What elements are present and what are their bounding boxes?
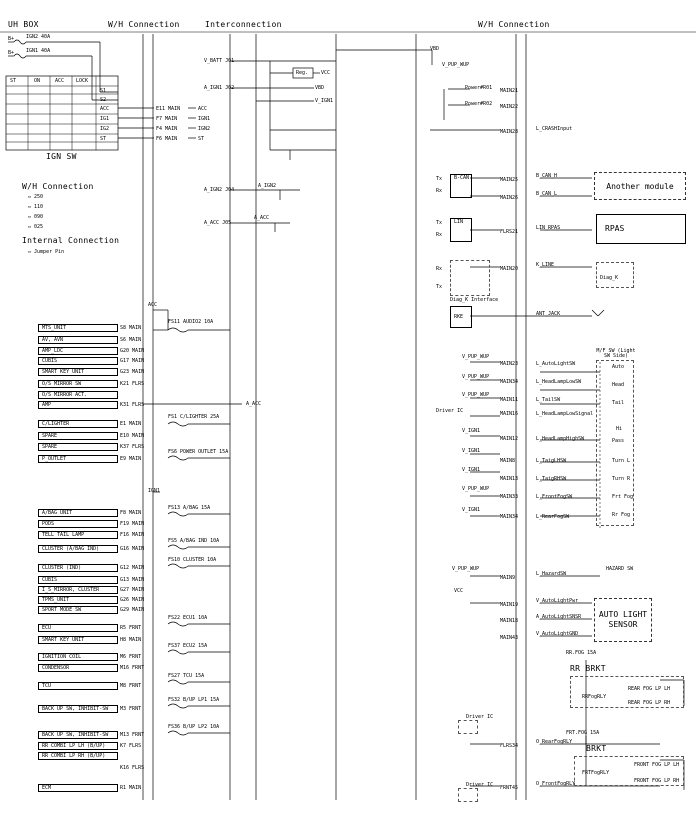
rpin-1: MAIN22 bbox=[500, 104, 519, 110]
inter-vbatt: V_BATT J01 bbox=[204, 58, 235, 64]
fuse-symbol bbox=[14, 54, 26, 58]
sw-frt-fog: Frt Fog bbox=[612, 494, 634, 500]
lin-box: LIN bbox=[450, 218, 472, 242]
rr-fog-rly: RRFogRLY bbox=[582, 694, 607, 700]
component-tcu: TCU bbox=[38, 682, 118, 690]
right-vbd: VBD bbox=[430, 46, 440, 52]
rpin-12: MAIN12 bbox=[500, 436, 519, 442]
pin-c-lighter: E1 MAIN bbox=[120, 421, 142, 427]
component-smart-key-2: SMART KEY UNIT bbox=[38, 636, 118, 644]
vbd-label: VBD bbox=[315, 85, 325, 91]
rsig-3: B_CAN_H bbox=[536, 173, 558, 179]
component-condensor: CONDENSOR bbox=[38, 664, 118, 672]
legend-internal-title: Internal Connection bbox=[22, 236, 120, 245]
pin-abag: F8 MAIN bbox=[120, 510, 142, 516]
component-mts-unit: MTS_UNIT bbox=[38, 324, 118, 332]
sw-rr-fog: Rr Fog bbox=[612, 512, 631, 518]
header-uh-box: UH BOX bbox=[8, 20, 39, 29]
vign1-b: V_IGN1 bbox=[462, 448, 481, 454]
rpin-19: MAIN18 bbox=[500, 618, 519, 624]
rpin-17: MAIN9 bbox=[500, 575, 516, 581]
ign-sw-label: IGN SW bbox=[46, 152, 77, 161]
component-spare-1: SPARE bbox=[38, 432, 118, 440]
out-acc-sig: ACC bbox=[198, 106, 208, 112]
pin-backup-sw-2: M13 FRNT bbox=[120, 732, 145, 738]
power-wire-1: Power#R01 bbox=[465, 85, 493, 91]
rpin-22: FRNT45 bbox=[500, 785, 519, 791]
component-backup-sw-1: BACK UP SW, INHIBIT-SW bbox=[38, 705, 118, 713]
out-ign1-sig: IGN1 bbox=[198, 116, 211, 122]
component-rr-combi-lh: RR COMBI LP LH (B/UP) bbox=[38, 742, 118, 750]
driver-ic-1: Driver IC bbox=[436, 408, 464, 414]
power-wire-2: Power#R02 bbox=[465, 101, 493, 107]
vpup-2: V_PUP_WUP bbox=[462, 374, 490, 380]
pin-tcu: M8 FRNT bbox=[120, 683, 142, 689]
out-ign2-sig: IGN2 bbox=[198, 126, 211, 132]
inter-aign1: A_IGN1 J02 bbox=[204, 85, 235, 91]
bcan-rx: Rx bbox=[436, 188, 443, 194]
fuse-fs13-label: FS13 A/BAG 15A bbox=[168, 505, 211, 511]
fuse-fs37-label: FS37 ECU2 15A bbox=[168, 643, 208, 649]
fuse-fs5-label: FS5 A/BAG IND 10A bbox=[168, 538, 220, 544]
rpin-20: MAIN43 bbox=[500, 635, 519, 641]
component-ecu: ECU bbox=[38, 624, 118, 632]
switch-col-st: ST bbox=[10, 78, 17, 84]
switch-row-st: ST bbox=[100, 136, 107, 142]
component-is-mirror: I_S_MIRROR, CLUSTER bbox=[38, 586, 118, 594]
fuse-fs36-label: FS36 B/UP LP2 10A bbox=[168, 724, 220, 730]
driver-ic-3: Driver IC bbox=[466, 782, 494, 788]
pin-ecu: R5 FRNT bbox=[120, 625, 142, 631]
pin-spare-1: E10 MAIN bbox=[120, 433, 145, 439]
fuse-fs6 bbox=[168, 456, 188, 460]
out-st-pin: F6 MAIN bbox=[156, 136, 178, 142]
sw-hi: Hi bbox=[616, 426, 623, 432]
component-cubis-2: CUBIS bbox=[38, 576, 118, 584]
vpup-4: V_PUP_WUP bbox=[462, 486, 490, 492]
pin-av: S6 MAIN bbox=[120, 337, 142, 343]
switch-col-acc: ACC bbox=[55, 78, 65, 84]
rr-fog-lamp-lh: REAR FOG LP LH bbox=[628, 686, 671, 692]
vpup-1: V_PUP_WUP bbox=[462, 354, 490, 360]
rsig-6: K_LINE bbox=[536, 262, 555, 268]
rsig-16: L_RearFogSW bbox=[536, 514, 570, 520]
rpin-15: MAIN33 bbox=[500, 494, 519, 500]
out-acc-pin: E11 MAIN bbox=[156, 106, 181, 112]
component-ignition-coil: IGNITION COIL bbox=[38, 653, 118, 661]
frt-fog-lamp-lh: FRONT FOG LP LH bbox=[634, 762, 680, 768]
fuse-fs22-label: FS22 ECU1 10A bbox=[168, 615, 208, 621]
auto-light-sensor: AUTO LIGHT SENSOR bbox=[594, 598, 652, 642]
pin-tell-tail: F16 MAIN bbox=[120, 532, 145, 538]
component-cubis: CUBIS bbox=[38, 357, 118, 365]
fuse-fs32-label: FS32 B/UP LP1 15A bbox=[168, 697, 220, 703]
bcan-box: B-CAN bbox=[450, 174, 472, 198]
component-av-avn: AV, AVN bbox=[38, 336, 118, 344]
pin-cubis-2: G13 MAIN bbox=[120, 577, 145, 583]
rsig-18: V_AutoLightPwr bbox=[536, 598, 579, 604]
rpin-21: FLRS34 bbox=[500, 743, 519, 749]
pin-spare-2: K37 FLRS bbox=[120, 444, 145, 450]
rsig-11: L_HeadLampLowSignal bbox=[536, 411, 594, 417]
pin-ecm: R1 MAIN bbox=[120, 785, 142, 791]
rsig-14: L_TaigRHSW bbox=[536, 476, 567, 482]
sw-turn-r: Turn R bbox=[612, 476, 631, 482]
rsig-10: L_TailSW bbox=[536, 397, 561, 403]
vcc-right: VCC bbox=[454, 588, 464, 594]
frt-fog-lamp-rh: FRONT FOG LP RH bbox=[634, 778, 680, 784]
rsig-17: L_HazardSW bbox=[536, 571, 567, 577]
rke-box: RKE bbox=[450, 306, 472, 328]
legend-title: W/H Connection bbox=[22, 182, 94, 191]
fuse-ign1-label: IGN1 40A bbox=[26, 48, 51, 54]
rpin-3: MAIN25 bbox=[500, 177, 519, 183]
vpup-3: V_PUP_WUP bbox=[462, 392, 490, 398]
rpin-6: MAIN20 bbox=[500, 266, 519, 272]
rsig-4: B_CAN_L bbox=[536, 191, 558, 197]
sw-pass: Pass bbox=[612, 438, 625, 444]
rsig-2: L_CRASHInput bbox=[536, 126, 573, 132]
a-acc-wire-label: A_ACC bbox=[254, 215, 270, 221]
component-cluster-ind: CLUSTER (IND) bbox=[38, 564, 118, 572]
reg-label: Reg. bbox=[296, 70, 309, 76]
mf-sw-frame bbox=[596, 360, 634, 526]
rr-fog-lamp-rh: REAR FOG LP RH bbox=[628, 700, 671, 706]
frt-fog-rly: FRTFogRLY bbox=[582, 770, 610, 776]
header-interconnection: Interconnection bbox=[205, 20, 282, 29]
rsig-13: L_TaigLHSW bbox=[536, 458, 567, 464]
pin-ignition-coil: M6 FRNT bbox=[120, 654, 142, 660]
out-ign2-pin: F4 MAIN bbox=[156, 126, 178, 132]
switch-row-s1: S1 bbox=[100, 88, 107, 94]
switch-row-s2: S2 bbox=[100, 97, 107, 103]
mf-sw-label: M/F SW (Light SW Side) bbox=[596, 348, 636, 359]
legend-025: ▭ 025 bbox=[28, 224, 44, 230]
frt-fog-fuse: FRT.FOG 15A bbox=[566, 730, 600, 736]
rsig-19: A_AutoLightSNSR bbox=[536, 614, 582, 620]
pin-rr-combi-rh: K16 FLRS bbox=[120, 765, 145, 771]
component-os-mirror-sw: O/S MIRROR SW bbox=[38, 380, 118, 388]
pin-cubis: G17 MAIN bbox=[120, 358, 145, 364]
pin-p-outlet: E9 MAIN bbox=[120, 456, 142, 462]
diag-rx: Rx bbox=[436, 266, 443, 272]
brkt: BRKT bbox=[586, 744, 607, 753]
rpin-13: MAIN8 bbox=[500, 458, 516, 464]
component-amp-ldc: AMP_LDC bbox=[38, 347, 118, 355]
pin-amp-ldc: G20 MAIN bbox=[120, 348, 145, 354]
out-ign1-pin: F7 MAIN bbox=[156, 116, 178, 122]
component-sport-mode: SPORT MODE SW bbox=[38, 606, 118, 614]
rpin-11: MAIN16 bbox=[500, 411, 519, 417]
rpas-box: RPAS bbox=[596, 214, 686, 244]
rpin-10: MAIN11 bbox=[500, 397, 519, 403]
rsig-7: ANT_JACK bbox=[536, 311, 561, 317]
rsig-15: L_FrontFogSW bbox=[536, 494, 573, 500]
rpin-16: MAIN34 bbox=[500, 514, 519, 520]
acc-label: ACC bbox=[148, 302, 158, 308]
out-st-sig: ST bbox=[198, 136, 205, 142]
rpin-9: MAIN34 bbox=[500, 379, 519, 385]
rsig-22: O_FrontFogRLY bbox=[536, 781, 576, 787]
rsig-20: V_AutoLightGND bbox=[536, 631, 579, 637]
rsig-21: O_RearFogRLY bbox=[536, 739, 573, 745]
component-spare-2: SPARE bbox=[38, 443, 118, 451]
component-rr-combi-rh: RR COMBI LP RH (B/UP) bbox=[38, 752, 118, 760]
fuse-fs6-label: FS6 POWER OUTLET 15A bbox=[168, 449, 229, 455]
lin-tx: Tx bbox=[436, 220, 443, 226]
component-p-outlet: P_OUTLET bbox=[38, 455, 118, 463]
component-backup-sw-2: BACK UP SW, INHIBIT-SW bbox=[38, 731, 118, 739]
fuse-fs1-label: FS1 C/LIGHTER 25A bbox=[168, 414, 220, 420]
bcan-tx: Tx bbox=[436, 176, 443, 182]
component-ecm: ECM bbox=[38, 784, 118, 792]
rpin-2: MAIN28 bbox=[500, 129, 519, 135]
right-v-pup-wup: V_PUP_WUP bbox=[442, 62, 470, 68]
v-ign1-label: V_IGN1 bbox=[315, 98, 334, 104]
rr-fog-fuse: RR.FOG 15A bbox=[566, 650, 597, 656]
fuse-fs11 bbox=[168, 328, 188, 332]
rpin-4: MAIN26 bbox=[500, 195, 519, 201]
fuse-ign2-label: IGN2 40A bbox=[26, 34, 51, 40]
rsig-9: L_HeadLampLowSW bbox=[536, 379, 582, 385]
legend-jumper: ▭ Jumper Pin bbox=[28, 249, 65, 255]
diag-k-interface-frame bbox=[450, 260, 490, 296]
component-cluster-abag: CLUSTER (A/BAG IND) bbox=[38, 545, 118, 553]
vign1-d: V_IGN1 bbox=[462, 507, 481, 513]
pin-pods: F19 MAIN bbox=[120, 521, 145, 527]
pin-is-mirror: G27 MAIN bbox=[120, 587, 145, 593]
sw-tail: Tail bbox=[612, 400, 625, 406]
switch-row-ig2: IG2 bbox=[100, 126, 110, 132]
component-smart-key: SMART KEY UNIT bbox=[38, 368, 118, 376]
fuse-fs27-label: FS27 TCU 15A bbox=[168, 673, 205, 679]
driver-ic-3-frame bbox=[458, 788, 478, 802]
inter-aacc: A_ACC J05 bbox=[204, 220, 232, 226]
b-plus-label: B+ bbox=[8, 36, 15, 42]
vign1-c: V_IGN1 bbox=[462, 467, 481, 473]
another-module-box: Another module bbox=[594, 172, 686, 200]
component-amp: AMP bbox=[38, 401, 118, 409]
header-wh-connection-left: W/H Connection bbox=[108, 20, 180, 29]
rpin-5: FLRS21 bbox=[500, 229, 519, 235]
pin-cluster-abag: G16 MAIN bbox=[120, 546, 145, 552]
fuse-fs11-label: FS11 AUDIO2 10A bbox=[168, 319, 214, 325]
a-ign2-wire-label: A_IGN2 bbox=[258, 183, 277, 189]
pin-smart-key: G23 MAIN bbox=[120, 369, 145, 375]
inter-aign2: A_IGN2 J04 bbox=[204, 187, 235, 193]
pin-amp: K31 FLRS bbox=[120, 402, 145, 408]
pin-sport-mode: G29 MAIN bbox=[120, 607, 145, 613]
sw-head: Head bbox=[612, 382, 625, 388]
pin-os-mirror-sw: K21 FLRS bbox=[120, 381, 145, 387]
component-c-lighter: C/LIGHTER bbox=[38, 420, 118, 428]
b-plus-label: B+ bbox=[8, 50, 15, 56]
legend-250: ▭ 250 bbox=[28, 194, 44, 200]
rr-brkt: RR BRKT bbox=[570, 664, 606, 673]
a-acc-out: A_ACC bbox=[246, 401, 262, 407]
pin-mts: S8 MAIN bbox=[120, 325, 142, 331]
pin-condensor: M16 FRNT bbox=[120, 665, 145, 671]
hazard-sw: HAZARD SW bbox=[606, 566, 634, 572]
switch-col-on: ON bbox=[34, 78, 41, 84]
header-wh-connection-right: W/H Connection bbox=[478, 20, 550, 29]
rpin-18: MAIN19 bbox=[500, 602, 519, 608]
rsig-8: L_AutoLightSW bbox=[536, 361, 576, 367]
sw-auto: Auto bbox=[612, 364, 625, 370]
diag-k-label: Diag_K bbox=[600, 275, 619, 281]
component-tell-tail: TELL TAIL LAMP bbox=[38, 531, 118, 539]
pin-backup-sw-1: M3 FRNT bbox=[120, 706, 142, 712]
driver-ic-2-frame bbox=[458, 720, 478, 734]
pin-smart-key-2: H8 MAIN bbox=[120, 637, 142, 643]
legend-090: ▭ 090 bbox=[28, 214, 44, 220]
switch-col-lock: LOCK bbox=[76, 78, 89, 84]
fuse-symbol bbox=[14, 40, 26, 44]
diag-tx: Tx bbox=[436, 284, 443, 290]
rpin-0: MAIN21 bbox=[500, 88, 519, 94]
component-tpms: TPMS_UNIT bbox=[38, 596, 118, 604]
driver-ic-2: Driver IC bbox=[466, 714, 494, 720]
switch-row-acc: ACC bbox=[100, 106, 110, 112]
rpin-8: MAIN23 bbox=[500, 361, 519, 367]
component-abag-unit: A/BAG UNIT bbox=[38, 509, 118, 517]
component-pods: PODS bbox=[38, 520, 118, 528]
vpup-5: V_PUP_WUP bbox=[452, 566, 480, 572]
component-os-mirror-act: O/S MIRROR ACT. bbox=[38, 391, 118, 399]
pin-cluster-ind: G12 MAIN bbox=[120, 565, 145, 571]
rsig-5: LIN_RPAS bbox=[536, 225, 561, 231]
switch-row-ig1: IG1 bbox=[100, 116, 110, 122]
diag-k-interface: Diag_K Interface bbox=[450, 297, 499, 303]
vcc-label: VCC bbox=[321, 70, 331, 76]
lin-rx: Rx bbox=[436, 232, 443, 238]
pin-tpms: G26 MAIN bbox=[120, 597, 145, 603]
sw-turn-l: Turn L bbox=[612, 458, 631, 464]
pin-rr-combi-lh: K7 FLRS bbox=[120, 743, 142, 749]
vign1-a: V_IGN1 bbox=[462, 428, 481, 434]
rsig-12: L_HeadLampHighSW bbox=[536, 436, 585, 442]
fuse-fs1 bbox=[168, 422, 188, 426]
rpin-14: MAIN13 bbox=[500, 476, 519, 482]
ign1-label: IGN1 bbox=[148, 488, 161, 494]
fuse-fs10-label: FS10 CLUSTER 10A bbox=[168, 557, 217, 563]
legend-110: ▭ 110 bbox=[28, 204, 44, 210]
